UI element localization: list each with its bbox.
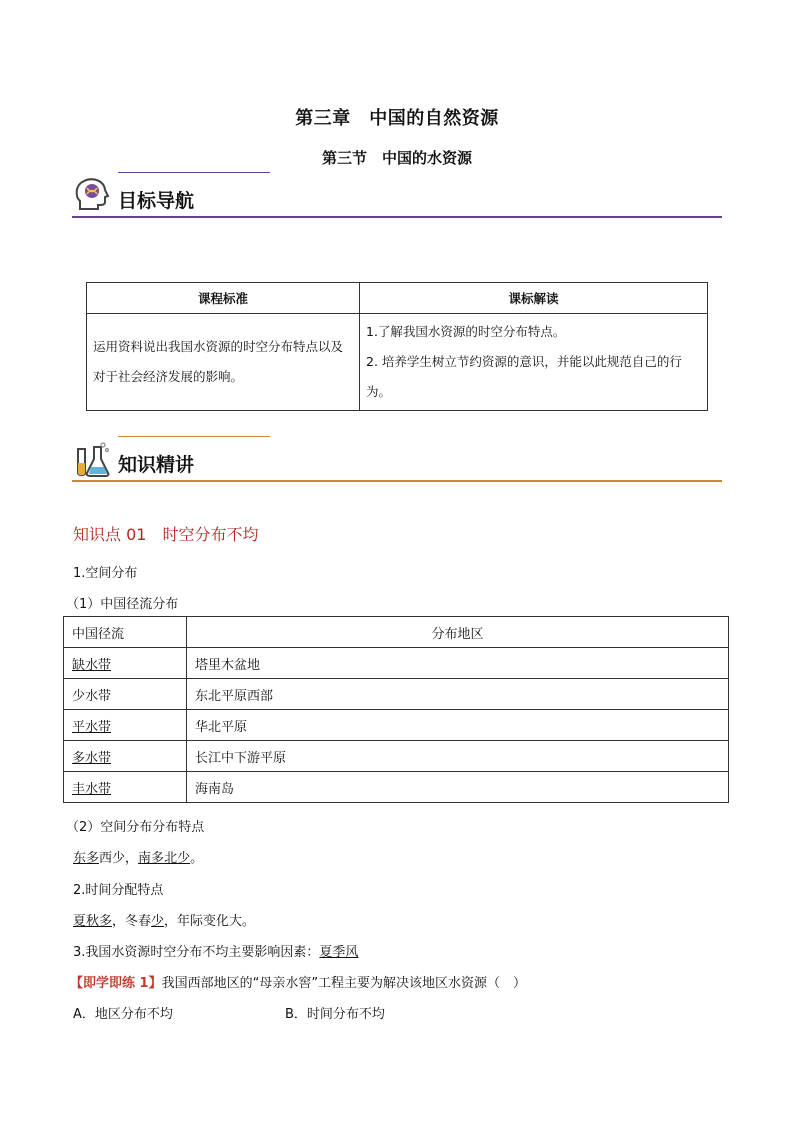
brain-head-icon xyxy=(72,175,112,215)
text-part: 北少 xyxy=(164,851,191,866)
standards-header-1: 课程标准 xyxy=(87,283,360,314)
text-part: 。 xyxy=(190,851,204,866)
practice-tag: 【即学即练 1】 xyxy=(70,976,162,991)
runoff-table xyxy=(63,616,729,803)
option-a[interactable]: A．地区分布不均 xyxy=(73,1007,173,1022)
runoff-header-region: 分布地区 xyxy=(187,617,729,648)
interpretation-item: 1.了解我国水资源的时空分布特点。 xyxy=(366,324,566,339)
practice-text: 我国西部地区的“母亲水窖”工程主要为解决该地区水资源（ ） xyxy=(161,976,527,991)
table-row xyxy=(64,772,729,803)
knowledge-topline xyxy=(118,436,270,437)
runoff-zone: 少水带 xyxy=(72,688,112,704)
text-part: 少 xyxy=(151,914,165,929)
text-part: 西少 xyxy=(99,851,126,866)
text-part: 东多 xyxy=(73,851,100,866)
table-row xyxy=(64,741,729,772)
runoff-region: 长江中下游平原 xyxy=(187,741,729,772)
section-title: 第三节 中国的水资源 xyxy=(321,149,472,167)
goal-nav-title: 目标导航 xyxy=(118,190,195,212)
spatial-heading: 1.空间分布 xyxy=(73,566,138,581)
option-b[interactable]: B．时间分布不均 xyxy=(285,1007,385,1022)
standards-table xyxy=(86,282,708,411)
table-row xyxy=(64,679,729,710)
factor-value: 夏季风 xyxy=(319,945,359,960)
knowledge-header xyxy=(72,434,722,482)
runoff-header-zone: 中国径流 xyxy=(64,617,187,648)
knowledge-point-title: 知识点 01 时空分布不均 xyxy=(73,525,259,544)
text-part: ，年际变化大。 xyxy=(164,914,256,929)
runoff-zone: 缺水带 xyxy=(72,657,112,673)
chapter-title: 第三章 中国的自然资源 xyxy=(295,108,499,129)
factor-label: 3.我国水资源时空分布不均主要影响因素： xyxy=(73,945,320,960)
standards-header-2: 课标解读 xyxy=(360,283,708,314)
interpretation-item: 2. 培养学生树立节约资源的意识，并能以此规范自己的行为。 xyxy=(366,354,682,399)
table-row xyxy=(64,710,729,741)
interpretation-cell xyxy=(360,314,708,411)
runoff-zone: 丰水带 xyxy=(72,781,112,797)
table-row xyxy=(64,648,729,679)
knowledge-title: 知识精讲 xyxy=(118,454,195,476)
text-part: 夏秋多 xyxy=(73,914,113,929)
time-heading: 2.时间分配特点 xyxy=(73,883,164,898)
spatial-feature xyxy=(73,847,203,866)
runoff-heading: （1）中国径流分布 xyxy=(66,597,179,612)
runoff-region: 海南岛 xyxy=(187,772,729,803)
factor-line xyxy=(73,941,358,960)
lab-flask-icon xyxy=(72,439,112,479)
knowledge-underline xyxy=(72,480,722,482)
goal-nav-topline xyxy=(118,172,270,173)
text-part: ， xyxy=(125,851,139,866)
runoff-region: 华北平原 xyxy=(187,710,729,741)
time-feature xyxy=(73,910,255,929)
runoff-region: 东北平原西部 xyxy=(187,679,729,710)
spatial-feature-heading: （2）空间分布分布特点 xyxy=(66,820,205,835)
standard-text: 运用资料说出我国水资源的时空分布特点以及对于社会经济发展的影响。 xyxy=(87,314,360,411)
goal-nav-header xyxy=(72,170,722,218)
practice-question xyxy=(70,972,526,991)
runoff-region: 塔里木盆地 xyxy=(187,648,729,679)
goal-nav-underline xyxy=(72,216,722,218)
runoff-zone: 平水带 xyxy=(72,719,112,735)
text-part: ，冬春 xyxy=(112,914,152,929)
text-part: 南多 xyxy=(138,851,165,866)
runoff-zone: 多水带 xyxy=(72,750,112,766)
